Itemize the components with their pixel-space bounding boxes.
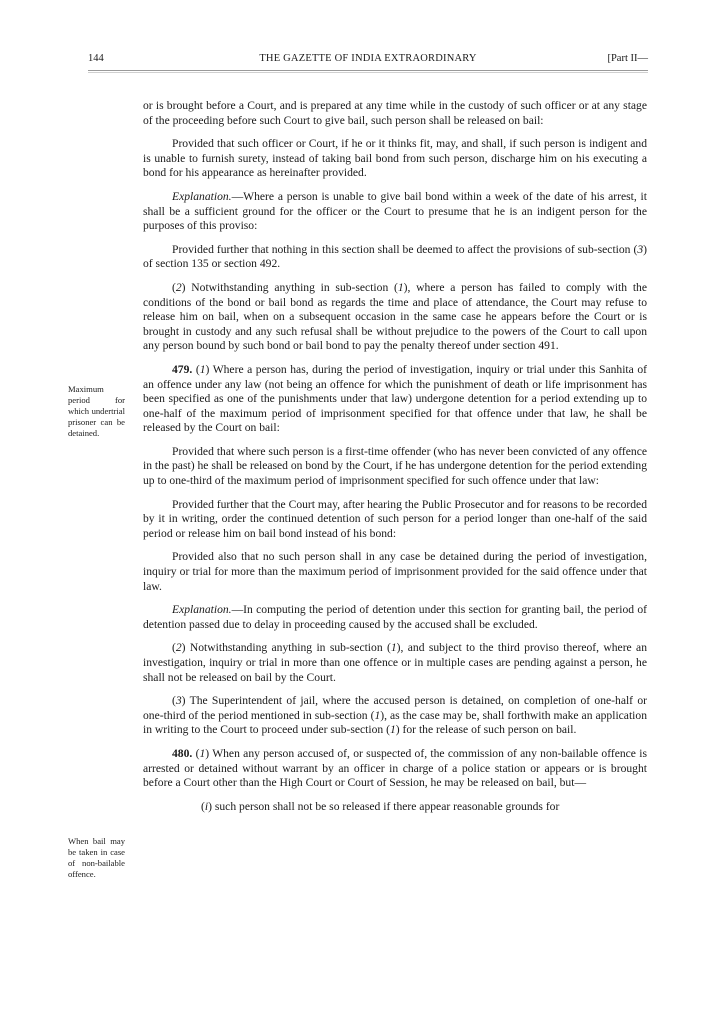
text-run: ) such person shall not be so released if there appear reasonable grounds for	[208, 799, 560, 813]
section-479-paragraph	[143, 363, 647, 436]
subsection-number: 1	[397, 280, 404, 294]
subsection-number: 3	[175, 694, 182, 708]
subsection-number: 3	[637, 242, 644, 256]
text-run: ) Where a person has, during the period of investigation, inquiry or trial under this Sanhita of an offence under any law (not being an offence for which the punishment of death or life imprisonment has been specified as one of the punishments under that law) undergone detention for a period extending up to one-half of the maximum period of imprisonment specified for that offence under that law, he shall be released by the Court on bail:	[143, 362, 647, 435]
document-body	[143, 99, 647, 823]
text-run: ) The Superintendent of jail, where the accused person is detained, on completion of one-half or one-third of the period mentioned in sub-section (	[143, 694, 647, 722]
proviso-paragraph: Provided further that the Court may, after hearing the Public Prosecutor and for reasons to be recorded by it in writing, order the continued detention of such person for a period longer than one-half of the said period or release him on bail bond instead of his bond:	[143, 497, 647, 540]
explanation-paragraph	[143, 190, 647, 234]
part-label: [Part II—	[607, 53, 648, 64]
page-header	[88, 53, 648, 69]
section-number: 479.	[172, 362, 193, 376]
header-rule-secondary	[88, 72, 648, 73]
subsection-paragraph	[143, 694, 647, 738]
subsection-number: 2	[175, 641, 182, 655]
proviso-paragraph: Provided that such officer or Court, if he or it thinks fit, may, and shall, if such person is indigent and is unable to furnish surety, instead of taking bail bond from such person, discharge him on his executing a bond for his appearance as hereinafter provided.	[143, 137, 647, 180]
explanation-label: Explanation.	[172, 603, 232, 617]
text-run: ) for the release of such person on bail.	[395, 723, 577, 737]
text-run: ), and subject to the third proviso thereof, where an investigation, inquiry or trial in more than one offence or in multiple cases are pending against a person, he shall not be released on bail by the Court.	[143, 641, 647, 684]
subsection-paragraph	[143, 281, 647, 354]
proviso-paragraph: Provided that where such person is a first-time offender (who has never been convicted of any offence in the past) he shall be released on bond by the Court, if he has undergone detention for the period extending up to one-third of the maximum period of imprisonment specified for such offence under that law:	[143, 444, 647, 488]
subsection-number: 1	[374, 708, 381, 722]
text-run: (	[201, 799, 205, 813]
section-number: 480.	[172, 746, 193, 760]
text-run: (	[172, 694, 176, 708]
clause-number: i	[204, 799, 209, 813]
subsection-number: 1	[389, 723, 396, 737]
proviso-paragraph: Provided also that no such person shall in any case be detained during the period of investigation, inquiry or trial for more than the maximum period of imprisonment provided for the said offence under that law.	[143, 550, 647, 593]
text-run: ) When any person accused of, or suspected of, the commission of any non-bailable offence is arrested or detained without warrant by an officer in charge of a police station or appears or is brought before a Court other than the High Court or Court of Session, he may be released on bail, but—	[143, 746, 647, 790]
explanation-text: —In computing the period of detention under this section for granting bail, the period of detention passed due to delay in proceeding caused by the accused shall be excluded.	[143, 603, 647, 631]
explanation-label: Explanation.	[172, 189, 232, 203]
gazette-title: THE GAZETTE OF INDIA EXTRAORDINARY	[259, 53, 477, 64]
explanation-paragraph	[143, 603, 647, 632]
subsection-number: 1	[390, 641, 397, 655]
text-run: ), as the case may be, shall forthwith make an application in writing to the Court to proceed under sub-section (	[143, 708, 647, 737]
text-run: (	[172, 280, 176, 294]
text-run: (	[192, 362, 200, 376]
paragraph: or is brought before a Court, and is prepared at any time while in the custody of such officer or at any stage of the proceeding before such Court to give bail, such person shall be released on bail:	[143, 99, 647, 127]
text-run: (	[192, 746, 200, 760]
subsection-paragraph	[143, 641, 647, 685]
explanation-text: —Where a person is unable to give bail bond within a week of the date of his arrest, it shall be a sufficient ground for the officer or the Court to presume that he is an indigent person for the purposes of this proviso:	[143, 189, 647, 233]
clause-paragraph	[143, 800, 647, 815]
header-rule	[88, 70, 648, 71]
subsection-number: 1	[199, 362, 206, 376]
section-480-paragraph	[143, 747, 647, 791]
text-run: (	[172, 641, 176, 655]
text-run: Provided further that nothing in this section shall be deemed to affect the provisions of sub-section (	[172, 242, 638, 256]
subsection-number: 1	[199, 746, 206, 760]
text-run: ) Notwithstanding anything in sub-section (	[181, 641, 391, 655]
subsection-number: 2	[175, 280, 182, 294]
page-number: 144	[88, 53, 104, 64]
text-run: ) Notwithstanding anything in sub-section (	[181, 280, 398, 294]
proviso-paragraph	[143, 243, 647, 272]
margin-note-section-479: Maximum period for which undertrial prisoner can be detained.	[68, 384, 125, 438]
margin-note-section-480: When bail may be taken in case of non-bailable offence.	[68, 836, 125, 879]
text-run: ), where a person has failed to comply with the conditions of the bond or bail bond as regards the time and place of attendance, the Court may refuse to release him on bail, when on a subsequent occasion in the same case he appears before the Court or is brought in custody and any such refusal shall be without prejudice to the powers of the Court to call upon any person bound by such bond or bail bond to pay the penalty thereof under section 491.	[143, 280, 647, 353]
text-run: ) of section 135 or section 492.	[143, 242, 647, 271]
